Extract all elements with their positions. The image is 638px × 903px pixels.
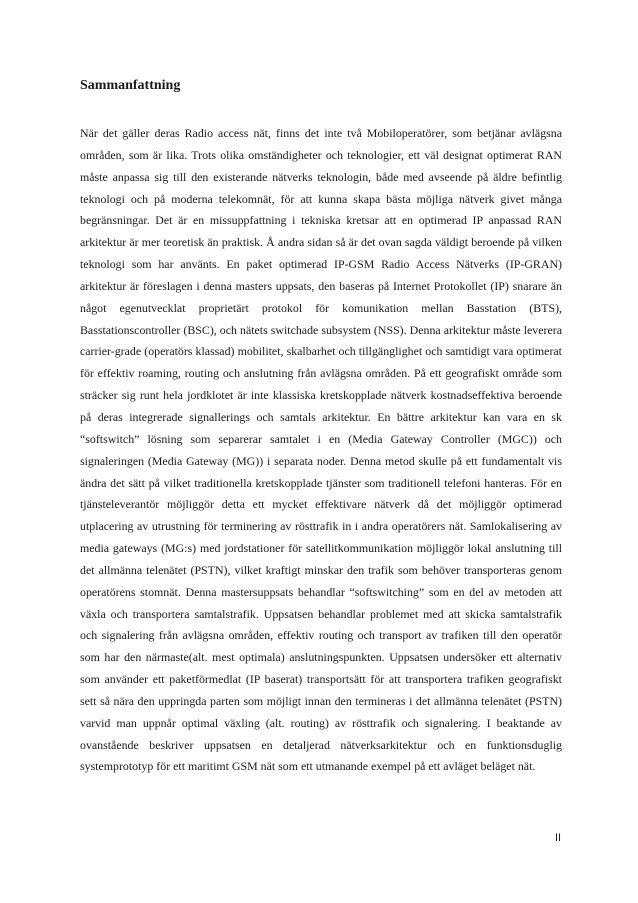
- page-number: II: [555, 832, 562, 844]
- summary-paragraph: När det gäller deras Radio access nät, finns det inte två Mobiloperatörer, som betjänar avlägsna områden, som är lika. Trots olika omständigheter och teknologier, ett väl designat optimerat RAN måste anpassa sig till den existerande nätverks teknologin, både med avseende på äldre befintlig teknologi och på moderna telekomnät, för att kunna skapa bästa möjliga nätverk givet många begränsningar. Det är en missuppfattning i tekniska kretsar att en optimerad IP anpassad RAN arkitektur är mer teoretisk än praktisk. Å andra sidan så är det ovan sagda väldigt beroende på vilken teknologi som har använts. En paket optimerad IP-GSM Radio Access Nätverks (IP-GRAN) arkitektur är föreslagen i denna masters uppsats, den baseras på Internet Protokollet (IP) snarare än något egenutvecklat proprietärt protokol för komunikation mellan Basstation (BTS), Basstationscontroller (BSC), och nätets switchade subsystem (NSS). Denna arkitektur måste leverera carrier-grade (operatörs klassad) mobilitet, skalbarhet och tillgänglighet och samtidigt vara optimerat för effektiv roaming, routing och anslutning från avlägsna områden. På ett geografiskt område som sträcker sig runt hela jordklotet är inte klassiska kretskopplade nätverk kostnadseffektiva beroende på deras integrerade signallerings och samtals arkitektur. En bättre arkitektur kan vara en sk “softswitch” lösning som separerar samtalet i en (Media Gateway Controller (MGC)) och signaleringen (Media Gateway (MG)) i separata noder. Denna metod skulle på ett fundamentalt vis ändra det sätt på vilket traditionella kretskopplade tjänster som traditionell telefoni hanteras. För en tjänsteleverantör möjliggör detta ett mycket effektivare nätverk då det möjliggör optimerad utplacering av utrustning för terminering av rösttrafik in i andra operatörers nät. Samlokalisering av media gateways (MG:s) med jordstationer för satellitkommunikation möjliggör lokal anslutning till det allmänna telenätet (PSTN), vilket kraftigt minskar den trafik som behöver transporteras genom operatörens stomnät. Denna mastersuppsats behandlar “softswitching” som en del av metoden att växla och transportera samtalstrafik. Uppsatsen behandlar problemet med att skicka samtalstrafik och signalering från avlägsna områden, effektiv routing och transport av trafiken till den operatör som har den närmaste(alt. mest optimala) anslutningspunkten. Uppsatsen undersöker ett alternativ som använder ett paketförmedlat (IP baserat) transportsätt för att transportera trafiken geografiskt sett så nära den uppringda parten som möjligt innan den termineras i det allmänna telenätet (PSTN) varvid man uppnår optimal växling (alt. routing) av rösttrafik och signalering. I beaktande av ovanstående beskriver uppsatsen en detaljerad nätverksarkitektur och en funktionsduglig systemprototyp för ett maritimt GSM nät som ett utmanande exempel på ett avläget beläget nät.: [80, 126, 562, 774]
- section-heading: Sammanfattning: [80, 78, 181, 93]
